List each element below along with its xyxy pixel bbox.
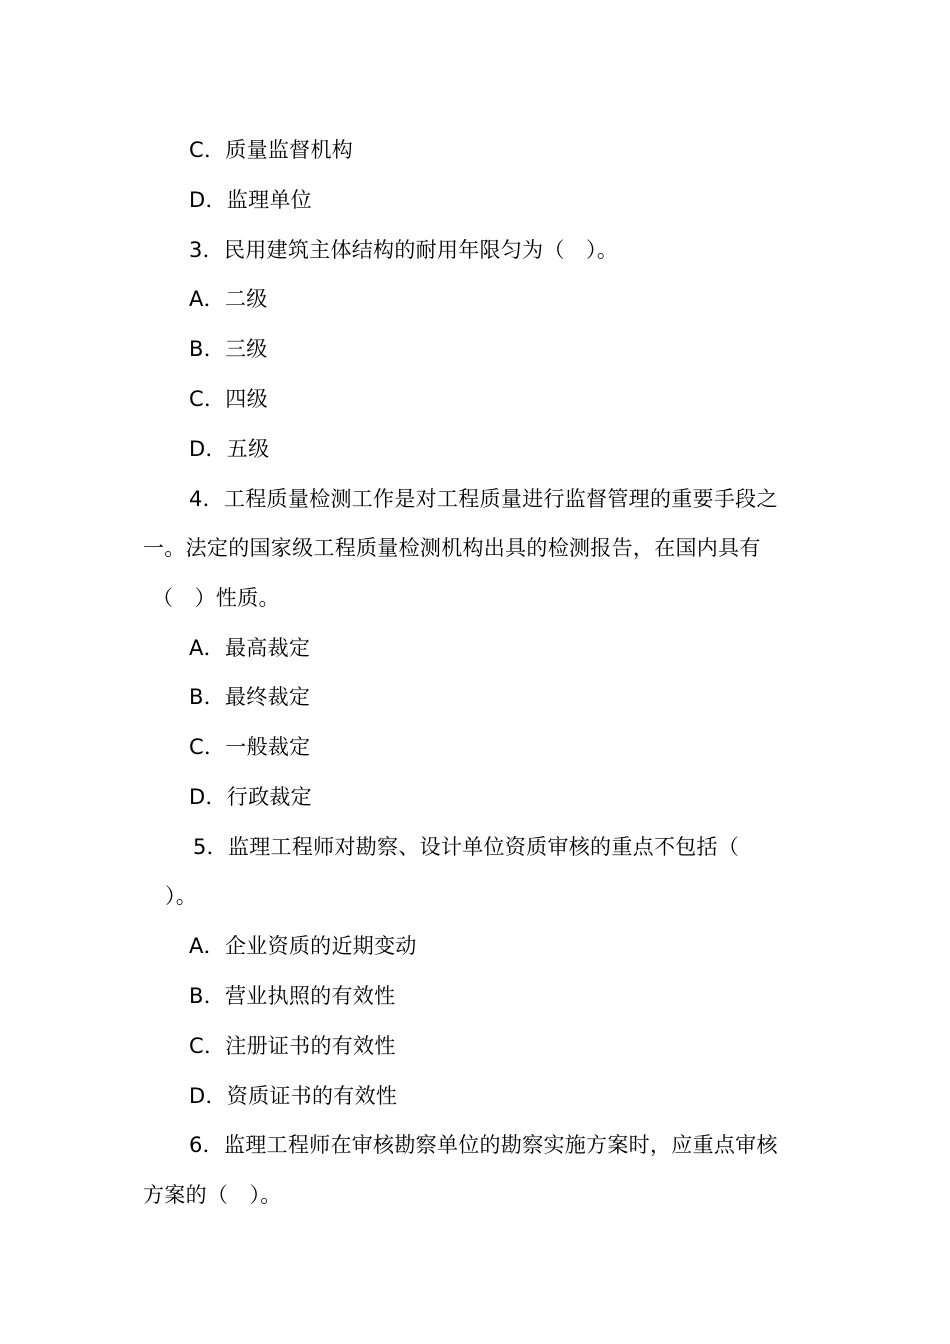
option-d-q5: D．资质证书的有效性 <box>189 1084 398 1108</box>
question-4-line-3: （ ）性质。 <box>152 586 280 610</box>
option-c-q2: C．质量监督机构 <box>189 138 354 162</box>
option-a-q4: A．最高裁定 <box>189 636 311 660</box>
question-4-line-2: 一。法定的国家级工程质量检测机构出具的检测报告，在国内具有 <box>143 536 761 560</box>
question-3: 3．民用建筑主体结构的耐用年限匀为（ ）。 <box>189 238 619 262</box>
option-d-q2: D．监理单位 <box>189 188 312 212</box>
option-c-q4: C．一般裁定 <box>189 735 311 759</box>
option-a-q3: A．二级 <box>189 287 268 311</box>
question-5-line-2: ）。 <box>165 884 198 908</box>
option-d-q4: D．行政裁定 <box>189 785 312 809</box>
option-b-q3: B．三级 <box>189 337 268 361</box>
option-b-q4: B．最终裁定 <box>189 685 311 709</box>
option-c-q5: C．注册证书的有效性 <box>189 1034 396 1058</box>
option-d-q3: D．五级 <box>189 437 270 461</box>
option-c-q3: C．四级 <box>189 387 268 411</box>
question-4-line-1: 4．工程质量检测工作是对工程质量进行监督管理的重要手段之 <box>189 487 778 511</box>
question-6-line-1: 6．监理工程师在审核勘察单位的勘察实施方案时，应重点审核 <box>189 1133 778 1157</box>
question-6-line-2: 方案的（ ）。 <box>143 1183 282 1207</box>
option-a-q5: A．企业资质的近期变动 <box>189 934 417 958</box>
question-5-line-1: 5．监理工程师对勘察、设计单位资质审核的重点不包括（ <box>193 835 740 859</box>
option-b-q5: B．营业执照的有效性 <box>189 984 396 1008</box>
